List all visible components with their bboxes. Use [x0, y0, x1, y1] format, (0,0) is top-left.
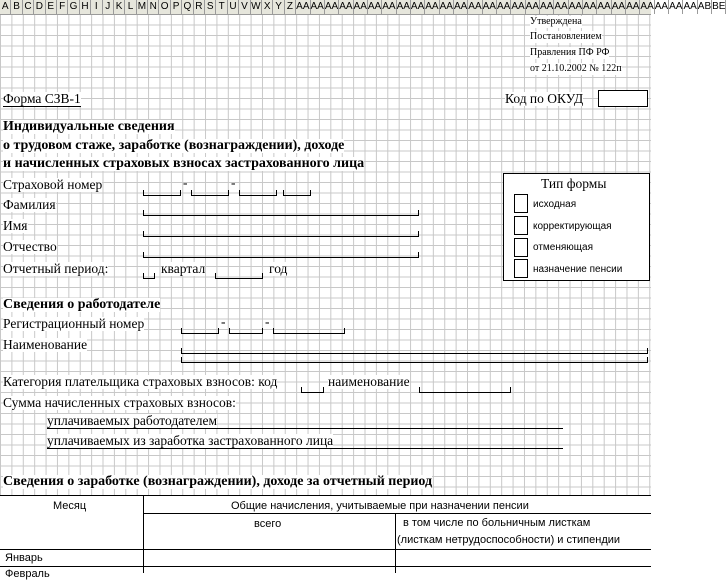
column-header-cell[interactable]: E — [46, 0, 57, 14]
column-header-cell[interactable]: AA — [296, 1, 310, 12]
insurance-dash-2: - — [231, 175, 236, 190]
category-code-field[interactable] — [301, 387, 324, 393]
column-header-cell[interactable]: AA — [367, 1, 382, 12]
reg-number-field-3[interactable] — [273, 328, 345, 334]
form-type-corrective: корректирующая — [533, 221, 612, 232]
surname-field[interactable] — [143, 210, 419, 216]
checkbox-pension[interactable] — [514, 259, 528, 278]
column-header-cell[interactable]: D — [34, 0, 45, 14]
insurance-number-control[interactable] — [283, 190, 311, 196]
insurance-number-field-1[interactable] — [143, 190, 181, 196]
column-header-cell[interactable]: M — [137, 0, 148, 14]
column-header-cell[interactable]: Z — [285, 0, 296, 14]
column-header-cell[interactable]: AA — [324, 1, 339, 12]
employer-name-field-2[interactable] — [181, 357, 648, 363]
column-header-cell[interactable]: S — [205, 0, 216, 14]
patronymic-label: Отчество — [3, 239, 57, 254]
column-header-cell[interactable]: AA — [511, 1, 525, 12]
title-line-2: о трудовом стаже, заработке (вознаграждении), доходе — [3, 138, 345, 153]
col-general-header: Общие начисления, учитываемые при назначении пенсии — [231, 500, 529, 512]
col-total-header: всего — [254, 518, 282, 530]
column-header-cell[interactable]: AA — [310, 1, 324, 12]
column-header-cell[interactable]: AA — [611, 1, 626, 12]
reg-number-field-2[interactable] — [229, 328, 263, 334]
reg-number-field-1[interactable] — [181, 328, 219, 334]
year-label: год — [269, 261, 288, 276]
column-header-cell[interactable]: L — [125, 0, 136, 14]
row-month-1: Январь — [5, 552, 43, 564]
column-header-cell[interactable]: AA — [410, 1, 425, 12]
column-header-cell[interactable]: AA — [468, 1, 482, 12]
column-header-cell[interactable]: U — [228, 0, 239, 14]
year-field[interactable] — [215, 273, 263, 279]
column-header-cell[interactable]: X — [262, 0, 273, 14]
title-line-1: Индивидуальные сведения — [3, 119, 175, 134]
approval-line-2: Постановлением — [530, 31, 602, 42]
column-header-cell[interactable]: K — [114, 0, 125, 14]
by-employer-label: уплачиваемых работодателем — [47, 413, 218, 428]
column-header-cell[interactable]: C — [23, 0, 34, 14]
column-header-cell[interactable]: BE — [712, 1, 726, 12]
table-row-line — [0, 566, 651, 567]
employer-section-title: Сведения о работодателе — [3, 297, 161, 312]
column-header-cell[interactable]: AA — [669, 1, 683, 12]
column-header-cell[interactable]: AB — [697, 1, 712, 12]
quarter-label: квартал — [161, 261, 206, 276]
column-header-cell[interactable]: B — [11, 0, 22, 14]
patronymic-field[interactable] — [143, 252, 419, 258]
sum-label: Сумма начисленных страховых взносов: — [3, 395, 236, 410]
table-subheader-line — [143, 513, 651, 514]
column-header-cell[interactable]: AA — [339, 1, 353, 12]
column-header-cell[interactable]: AA — [453, 1, 468, 12]
column-header-cell[interactable]: T — [216, 0, 227, 14]
column-header-cell[interactable]: AA — [540, 1, 554, 12]
category-name-label: наименование — [328, 374, 410, 389]
column-header-cell[interactable]: AA — [439, 1, 453, 12]
title-line-3: и начисленных страховых взносах застрахованного лица — [3, 156, 365, 171]
column-header-bar — [0, 0, 726, 15]
column-header-cell[interactable]: P — [171, 0, 182, 14]
column-header-cell[interactable]: Q — [182, 0, 193, 14]
approval-line-1: Утверждена — [530, 16, 582, 27]
form-type-cancelling: отменяющая — [533, 242, 593, 253]
column-header-cell[interactable]: AA — [425, 1, 439, 12]
reg-dash-1: - — [221, 314, 226, 329]
okud-code-field[interactable] — [598, 90, 648, 107]
col-incl-header-1: в том числе по больничным листкам — [403, 517, 591, 529]
column-header-cell[interactable]: AA — [382, 1, 396, 12]
table-header-bottom — [0, 549, 651, 550]
surname-label: Фамилия — [3, 197, 56, 212]
by-employer-field[interactable] — [47, 428, 563, 429]
insurance-number-field-3[interactable] — [239, 190, 277, 196]
table-top-border — [0, 495, 651, 496]
column-header-cell[interactable]: I — [91, 0, 102, 14]
insurance-dash-1: - — [183, 175, 188, 190]
checkbox-corrective[interactable] — [514, 216, 528, 235]
column-header-cell[interactable]: V — [239, 0, 250, 14]
col-month-header: Месяц — [53, 500, 87, 512]
table-divider-month — [143, 495, 144, 573]
column-header-cell[interactable]: AA — [554, 1, 568, 12]
column-header-cell[interactable]: AA — [583, 1, 597, 12]
column-header-cell[interactable]: AA — [626, 1, 640, 12]
first-name-label: Имя — [3, 218, 28, 233]
approval-line-4: от 21.10.2002 № 122п — [530, 63, 622, 74]
from-salary-label: уплачиваемых из заработка застрахованного лица — [47, 433, 334, 448]
first-name-field[interactable] — [143, 231, 419, 237]
column-header-cell[interactable]: AA — [683, 1, 697, 12]
table-divider-incl — [395, 513, 396, 573]
column-header-cell[interactable]: AA — [597, 1, 611, 12]
income-section-title: Сведения о заработке (вознаграждении), доходе за отчетный период — [3, 474, 433, 489]
column-header-cell[interactable]: AA — [654, 1, 669, 12]
reg-number-label: Регистрационный номер — [3, 316, 145, 331]
reg-dash-2: - — [265, 314, 270, 329]
column-header-cell[interactable]: G — [68, 0, 79, 14]
column-header-cell[interactable]: AA — [496, 1, 511, 12]
column-header-cell[interactable]: R — [194, 0, 205, 14]
column-header-cell[interactable]: Y — [273, 0, 284, 14]
insurance-number-label: Страховой номер — [3, 177, 103, 192]
approval-line-3: Правления ПФ РФ — [530, 47, 610, 58]
column-header-cell[interactable]: AA — [640, 1, 654, 12]
period-label: Отчетный период: — [3, 261, 109, 276]
form-type-title: Тип формы — [541, 176, 607, 191]
column-header-cell[interactable]: AA — [525, 1, 539, 12]
employer-name-label: Наименование — [3, 337, 88, 352]
category-name-field[interactable] — [419, 387, 511, 393]
row-month-2: Февраль — [5, 568, 50, 580]
form-name: Форма СЗВ-1 — [3, 91, 81, 106]
form-type-initial: исходная — [533, 199, 577, 210]
column-header-cell[interactable]: AA — [568, 1, 583, 12]
column-header-cell[interactable]: H — [80, 0, 91, 14]
column-header-cell[interactable]: N — [148, 0, 159, 14]
column-header-cell[interactable]: AA — [396, 1, 410, 12]
category-label: Категория плательщика страховых взносов: код — [3, 374, 278, 389]
col-incl-header-2: (листкам нетрудоспособности) и стипендии — [397, 534, 621, 546]
column-header-cell[interactable]: AA — [482, 1, 496, 12]
quarter-field[interactable] — [143, 273, 155, 279]
column-header-cell[interactable]: W — [251, 1, 261, 12]
column-header-cell[interactable]: AA — [353, 1, 367, 12]
okud-label: Код по ОКУД — [505, 91, 584, 106]
checkbox-initial[interactable] — [514, 194, 528, 213]
form-type-pension: назначение пенсии — [533, 264, 623, 275]
employer-name-field-1[interactable] — [181, 348, 648, 354]
column-header-cell[interactable]: O — [159, 0, 170, 14]
column-header-cell[interactable]: F — [57, 0, 68, 14]
column-header-cell[interactable]: J — [103, 0, 114, 14]
checkbox-cancelling[interactable] — [514, 238, 528, 257]
insurance-number-field-2[interactable] — [191, 190, 229, 196]
column-header-cell[interactable]: A — [0, 0, 11, 14]
from-salary-field[interactable] — [47, 448, 563, 449]
